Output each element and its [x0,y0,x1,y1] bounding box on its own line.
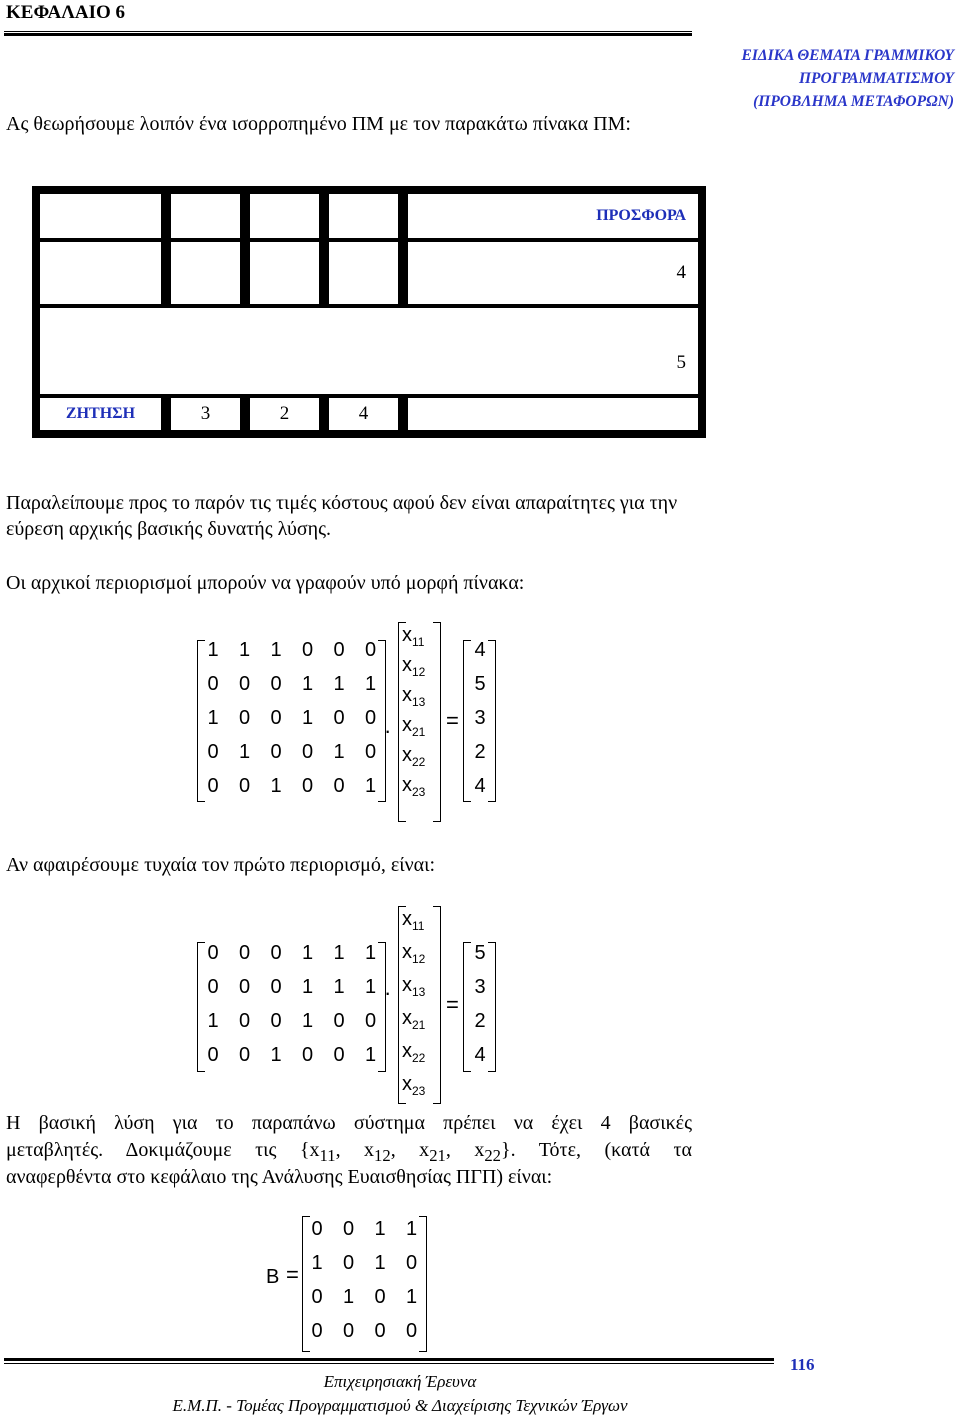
matrixB-entry: 0 [311,1320,323,1342]
matrix1-entry: 0 [207,775,219,797]
matrix2-entry: 1 [207,1010,219,1032]
matrix1-entry: 0 [301,741,314,763]
matrix1-entry: 0 [270,741,282,763]
variable-subscript: 21 [412,1018,426,1032]
rhs2-left-bracket [463,942,471,1072]
variable-subscript: 12 [412,665,426,679]
variable-label: $x_{23}$ [402,1073,426,1098]
matrixB-left-bracket [302,1216,310,1352]
matrix1-entry: 0 [207,673,219,695]
matrix1-entry: 1 [207,639,219,661]
variables2-right-bracket [433,906,441,1104]
matrixB-entry: 0 [405,1320,418,1342]
variables1-right-bracket [433,622,441,822]
variable-label: $x_{21}$ [402,1007,426,1032]
table-cell [329,194,398,238]
matrix2-entry: 0 [207,942,219,964]
matrix2-entry: 1 [301,1010,314,1032]
table-cell [250,194,319,238]
table-cell [408,398,698,430]
variable-subscript: 23 [412,785,426,799]
matrixB-entry: 1 [374,1252,386,1274]
basis-text-a: μεταβλητές. Δοκιμάζουμε τις {$x_{11}$, $x_{12}$, $x_{21}$, $x_{22}$}. Τότε, (κατά τα [6,1139,693,1165]
matrix2-entry: 0 [238,1044,251,1066]
rhs1-entry: 3 [474,707,486,729]
matrixB-entry: 1 [342,1286,355,1308]
matrix2-entry: 0 [333,1010,345,1032]
table-cell [40,308,698,332]
matrix1-entry: 0 [270,673,282,695]
demand-value: 4 [329,398,398,430]
matrix1-entry: 1 [270,639,282,661]
matrixB-entry: 1 [405,1218,418,1240]
matrix2-entry: 0 [238,942,251,964]
variable-subscript: 23 [412,1084,426,1098]
rhs2-entry: 5 [474,942,486,964]
matrix2-entry: 1 [364,1044,377,1066]
matrix1-left-bracket [197,640,205,802]
variable-subscript: 12 [412,952,426,966]
matrix2-entry: 1 [301,976,314,998]
variable-subscript: 13 [412,985,426,999]
matrix1-entry: 1 [333,673,345,695]
demand-value: 2 [250,398,319,430]
paragraph-remove-constraint: Αν αφαιρέσουμε τυχαία τον πρώτο περιορισμό, είναι: [6,854,436,876]
variable-label: $x_{13}$ [402,974,426,999]
variable-label: $x_{12}$ [402,941,426,966]
paragraph-basis-line1: Η βασική λύση για το παραπάνω σύστημα πρέπει να έχει 4 βασικές [6,1112,692,1134]
matrix2-entry: 0 [207,1044,219,1066]
footer-department: Ε.Μ.Π. - Τομέας Προγραμματισμού & Διαχείρισης Τεχνικών Έργων [172,1396,628,1415]
matrix2-entry: 0 [333,1044,345,1066]
matrix2-entry: 0 [301,1044,314,1066]
matrixB-entry: 0 [342,1320,355,1342]
section-title-line1: ΕΙΔΙΚΑ ΘΕΜΑΤΑ ΓΡΑΜΜΙΚΟΥ [741,47,954,64]
matrix2-entry: 0 [364,1010,377,1032]
matrixB-entry: 0 [374,1320,386,1342]
matrix1-entry: 1 [238,741,251,763]
paragraph-constraints: Οι αρχικοί περιορισμοί μπορούν να γραφούν υπό μορφή πίνακα: [6,572,525,594]
matrix2-left-bracket [197,942,205,1072]
matrix2-entry: 0 [270,976,282,998]
matrix1-entry: 0 [364,639,377,661]
matrix1-entry: 0 [207,741,219,763]
equals-sign: = [446,992,459,1017]
supply-value: 5 [408,332,698,394]
table-cell [329,242,398,304]
header-rule [4,31,692,32]
variable-label: $x_{13}$ [402,684,426,709]
rhs1-left-bracket [463,640,471,802]
intro-paragraph: Ας θεωρήσουμε λοιπόν ένα ισορροπημένο ΠΜ με τον παρακάτω πίνακα ΠΜ: [6,113,631,135]
matrixB-entry: 1 [374,1218,386,1240]
demand-label: ΖΗΤΗΣΗ [40,398,161,430]
equals-sign: = [446,708,459,733]
supply-value: 4 [408,242,698,304]
matrix1-entry: 1 [333,741,345,763]
matrix-b-label: B [266,1266,280,1288]
variable-subscript: 13 [412,695,426,709]
matrixB-entry: 0 [405,1252,418,1274]
matrix2-entry: 1 [270,1044,282,1066]
variable-subscript: 11 [412,635,425,649]
matrix1-entry: 0 [333,775,345,797]
matrix1-entry: 0 [301,639,314,661]
rhs2-entry: 3 [474,976,486,998]
section-title-line3: (ΠΡΟΒΛΗΜΑ ΜΕΤΑΦΟΡΩΝ) [753,93,954,110]
rhs1-entry: 4 [474,775,486,797]
matrixB-entry: 0 [342,1218,355,1240]
equals-sign: = [286,1262,299,1287]
variable-label: $x_{23}$ [402,774,426,799]
dot-operator: · [384,718,392,743]
matrix1-entry: 0 [238,707,251,729]
matrix1-entry: 0 [238,673,251,695]
demand-value: 3 [171,398,240,430]
matrix2-entry: 0 [238,976,251,998]
variable-label: $x_{22}$ [402,1040,426,1065]
table-cell [40,242,161,304]
variable-subscript: 22 [412,1051,426,1065]
paragraph-basis-line3: αναφερθέντα στο κεφάλαιο της Ανάλυσης Ευαισθησίας ΠΓΠ) είναι: [6,1166,553,1188]
variable-label: $x_{11}$ [402,624,425,649]
variables1-left-bracket [398,622,406,822]
rhs1-entry: 5 [474,673,486,695]
matrix2-entry: 1 [333,942,345,964]
matrix1-entry: 1 [301,673,314,695]
variable-label: $x_{22}$ [402,744,426,769]
matrix1-entry: 0 [364,741,377,763]
matrix1-entry: 0 [333,639,345,661]
page-number: 116 [790,1355,815,1374]
matrix2-entry: 0 [270,1010,282,1032]
matrix1-entry: 0 [301,775,314,797]
rhs2-right-bracket [488,942,496,1072]
matrixB-entry: 0 [311,1218,323,1240]
matrixB-entry: 1 [405,1286,418,1308]
table-cell [171,194,240,238]
table-cell [250,242,319,304]
matrixB-entry: 0 [374,1286,386,1308]
matrixB-entry: 0 [342,1252,355,1274]
variable-subscript: 21 [412,725,426,739]
rhs1-entry: 4 [474,639,486,661]
variables2-left-bracket [398,906,406,1104]
matrix1-entry: 0 [364,707,377,729]
matrix1-entry: 1 [364,673,377,695]
matrix1-entry: 1 [207,707,219,729]
variable-label: $x_{21}$ [402,714,426,739]
matrix2-entry: 1 [301,942,314,964]
matrixB-entry: 0 [311,1286,323,1308]
matrix2-entry: 0 [270,942,282,964]
header-rule-thick [4,33,692,36]
footer-rule [4,1363,774,1364]
section-title [694,44,954,113]
matrix1-entry: 0 [238,775,251,797]
chapter-title: ΚΕΦΑΛΑΙΟ 6 [6,2,126,23]
matrix1-entry: 1 [270,775,282,797]
table-cell [40,194,161,238]
matrix1-entry: 1 [364,775,377,797]
supply-header: ΠΡΟΣΦΟΡΑ [408,194,698,238]
matrix2-right-bracket [378,942,386,1072]
matrix2-entry: 1 [364,976,377,998]
variable-subscript: 11 [412,919,425,933]
footer-course: Επιχειρησιακή Έρευνα [323,1372,477,1391]
rhs2-entry: 2 [474,1010,486,1032]
rhs2-entry: 4 [474,1044,486,1066]
matrix2-entry: 1 [333,976,345,998]
dot-operator: · [384,980,392,1005]
matrix1-entry: 0 [333,707,345,729]
matrix2-entry: 1 [364,942,377,964]
matrixB-entry: 1 [311,1252,323,1274]
table-cell [171,242,240,304]
variable-label: $x_{11}$ [402,908,425,933]
rhs1-entry: 2 [474,741,486,763]
rhs1-right-bracket [488,640,496,802]
matrix1-entry: 1 [301,707,314,729]
matrix2-entry: 0 [207,976,219,998]
variable-label: $x_{12}$ [402,654,426,679]
matrixB-right-bracket [419,1216,427,1352]
paragraph-cost-note: Παραλείπουμε προς το παρόν τις τιμές κόστους αφού δεν είναι απαραίτητες για την εύρεση αρχικής βασικής δυνατής λύσης. [6,492,678,540]
matrix1-entry: 0 [270,707,282,729]
matrix1-entry: 1 [238,639,251,661]
transport-table [32,186,706,438]
footer-rule-thick [4,1358,774,1361]
variable-subscript: 22 [412,755,426,769]
section-title-line2: ΠΡΟΓΡΑΜΜΑΤΙΣΜΟΥ [798,70,954,87]
matrix2-entry: 0 [238,1010,251,1032]
